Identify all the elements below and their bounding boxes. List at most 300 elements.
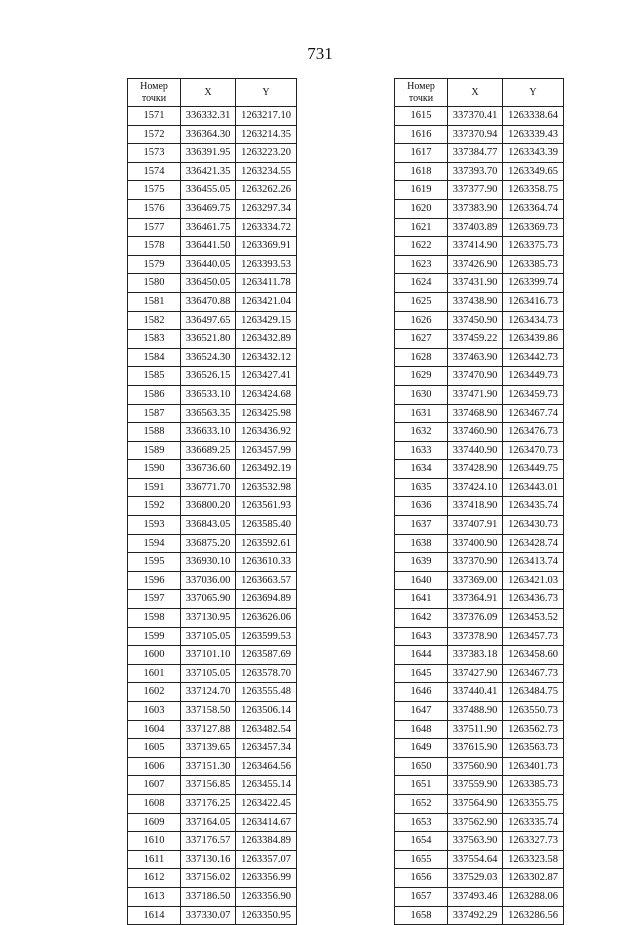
cell-point-number: 1629 [395,367,448,386]
cell-x: 337101.10 [181,646,236,665]
cell-y: 1263457.73 [503,627,564,646]
cell-y: 1263369.73 [503,218,564,237]
cell-x: 336332.31 [181,107,236,126]
table-row [128,590,297,609]
table-row [395,162,564,181]
cell-x: 337427.90 [448,664,503,683]
table-row [128,348,297,367]
cell-y: 1263234.55 [236,162,297,181]
cell-y: 1263432.89 [236,330,297,349]
cell-x: 337127.88 [181,720,236,739]
table-row [395,590,564,609]
cell-point-number: 1651 [395,776,448,795]
cell-point-number: 1631 [395,404,448,423]
table-row [128,869,297,888]
table-row [395,311,564,330]
cell-point-number: 1656 [395,869,448,888]
cell-point-number: 1648 [395,720,448,739]
table-row [395,348,564,367]
cell-point-number: 1655 [395,850,448,869]
cell-x: 337460.90 [448,423,503,442]
header-point-number-line1: Номер [140,80,168,92]
table-row [395,850,564,869]
cell-point-number: 1630 [395,385,448,404]
table-row [395,497,564,516]
table-row [395,181,564,200]
cell-x: 336455.05 [181,181,236,200]
cell-point-number: 1600 [128,646,181,665]
cell-x: 337407.91 [448,516,503,535]
cell-point-number: 1582 [128,311,181,330]
table-row [395,404,564,423]
cell-point-number: 1652 [395,794,448,813]
cell-x: 337124.70 [181,683,236,702]
cell-point-number: 1574 [128,162,181,181]
cell-x: 337615.90 [448,739,503,758]
cell-point-number: 1603 [128,702,181,721]
cell-point-number: 1658 [395,906,448,925]
cell-point-number: 1581 [128,292,181,311]
cell-point-number: 1604 [128,720,181,739]
cell-y: 1263482.54 [236,720,297,739]
cell-x: 337438.90 [448,292,503,311]
cell-y: 1263455.14 [236,776,297,795]
cell-x: 337414.90 [448,237,503,256]
cell-x: 337330.07 [181,906,236,925]
table-row [128,255,297,274]
cell-point-number: 1595 [128,553,181,572]
table-row [395,423,564,442]
table-row [128,107,297,126]
table-row [395,144,564,163]
table-row [128,497,297,516]
cell-y: 1263334.72 [236,218,297,237]
cell-x: 336450.05 [181,274,236,293]
cell-y: 1263694.89 [236,590,297,609]
cell-y: 1263436.92 [236,423,297,442]
cell-point-number: 1612 [128,869,181,888]
cell-x: 336469.75 [181,199,236,218]
cell-x: 337440.90 [448,441,503,460]
cell-point-number: 1645 [395,664,448,683]
cell-y: 1263427.41 [236,367,297,386]
cell-x: 337105.05 [181,664,236,683]
table-row [395,460,564,479]
table-row [395,367,564,386]
cell-y: 1263223.20 [236,144,297,163]
cell-y: 1263339.43 [503,125,564,144]
table-row [128,199,297,218]
cell-x: 337564.90 [448,794,503,813]
cell-point-number: 1638 [395,534,448,553]
cell-x: 336526.15 [181,367,236,386]
table-row [128,441,297,460]
cell-y: 1263453.52 [503,609,564,628]
cell-x: 337377.90 [448,181,503,200]
cell-y: 1263302.87 [503,869,564,888]
cell-point-number: 1588 [128,423,181,442]
cell-x: 337383.90 [448,199,503,218]
cell-x: 337471.90 [448,385,503,404]
cell-x: 337376.09 [448,609,503,628]
table-row [395,571,564,590]
cell-x: 337511.90 [448,720,503,739]
table-row [395,832,564,851]
cell-point-number: 1572 [128,125,181,144]
cell-x: 337156.85 [181,776,236,795]
table-row [395,702,564,721]
table-row [128,181,297,200]
cell-point-number: 1646 [395,683,448,702]
cell-y: 1263262.26 [236,181,297,200]
cell-y: 1263414.67 [236,813,297,832]
table-row [128,237,297,256]
cell-y: 1263470.73 [503,441,564,460]
cell-y: 1263411.78 [236,274,297,293]
cell-x: 337493.46 [448,887,503,906]
cell-point-number: 1617 [395,144,448,163]
cell-point-number: 1607 [128,776,181,795]
table-header [395,79,564,107]
cell-y: 1263626.06 [236,609,297,628]
cell-x: 337105.05 [181,627,236,646]
cell-point-number: 1606 [128,757,181,776]
cell-y: 1263428.74 [503,534,564,553]
cell-y: 1263355.75 [503,794,564,813]
page-number: 731 [307,44,333,63]
table-row [395,274,564,293]
cell-point-number: 1619 [395,181,448,200]
cell-x: 337492.29 [448,906,503,925]
cell-y: 1263430.73 [503,516,564,535]
table-row [128,423,297,442]
table-row [395,330,564,349]
cell-y: 1263467.74 [503,404,564,423]
cell-x: 337400.90 [448,534,503,553]
cell-x: 337554.64 [448,850,503,869]
cell-point-number: 1592 [128,497,181,516]
cell-x: 336875.20 [181,534,236,553]
cell-point-number: 1611 [128,850,181,869]
header-point-number-line2: точки [408,92,434,104]
cell-y: 1263297.34 [236,199,297,218]
table-row [395,125,564,144]
table-row [128,813,297,832]
cell-point-number: 1605 [128,739,181,758]
cell-point-number: 1593 [128,516,181,535]
cell-x: 337529.03 [448,869,503,888]
cell-point-number: 1624 [395,274,448,293]
cell-x: 337559.90 [448,776,503,795]
table-row [128,906,297,925]
cell-x: 337562.90 [448,813,503,832]
cell-x: 336930.10 [181,553,236,572]
cell-y: 1263555.48 [236,683,297,702]
cell-x: 337463.90 [448,348,503,367]
cell-x: 337176.57 [181,832,236,851]
table-row [128,683,297,702]
cell-x: 336470.88 [181,292,236,311]
cell-point-number: 1633 [395,441,448,460]
cell-x: 336533.10 [181,385,236,404]
cell-point-number: 1618 [395,162,448,181]
cell-x: 337065.90 [181,590,236,609]
cell-x: 336771.70 [181,478,236,497]
cell-x: 337440.41 [448,683,503,702]
cell-point-number: 1640 [395,571,448,590]
table-row [395,385,564,404]
cell-point-number: 1575 [128,181,181,200]
table-row [395,609,564,628]
table-row [128,330,297,349]
table-header [128,79,297,107]
cell-point-number: 1637 [395,516,448,535]
table-row [395,218,564,237]
cell-y: 1263343.39 [503,144,564,163]
table-row [128,144,297,163]
cell-x: 336563.35 [181,404,236,423]
header-x: X [448,79,503,107]
cell-y: 1263587.69 [236,646,297,665]
cell-point-number: 1641 [395,590,448,609]
cell-point-number: 1589 [128,441,181,460]
cell-y: 1263457.99 [236,441,297,460]
cell-x: 337459.22 [448,330,503,349]
cell-point-number: 1587 [128,404,181,423]
table-row [395,627,564,646]
cell-point-number: 1571 [128,107,181,126]
table-row [128,832,297,851]
cell-x: 337164.05 [181,813,236,832]
table-row [128,609,297,628]
cell-y: 1263464.56 [236,757,297,776]
table-row [395,794,564,813]
table-row [128,757,297,776]
cell-x: 336440.05 [181,255,236,274]
cell-point-number: 1654 [395,832,448,851]
cell-y: 1263592.61 [236,534,297,553]
cell-x: 337431.90 [448,274,503,293]
cell-point-number: 1598 [128,609,181,628]
table-body [395,107,564,925]
cell-point-number: 1584 [128,348,181,367]
cell-x: 336497.65 [181,311,236,330]
cell-y: 1263356.99 [236,869,297,888]
cell-x: 336421.35 [181,162,236,181]
table-row [395,739,564,758]
cell-point-number: 1635 [395,478,448,497]
table-row [128,646,297,665]
cell-point-number: 1583 [128,330,181,349]
cell-y: 1263357.07 [236,850,297,869]
table-row [128,162,297,181]
cell-y: 1263459.73 [503,385,564,404]
cell-point-number: 1649 [395,739,448,758]
header-x: X [181,79,236,107]
cell-point-number: 1578 [128,237,181,256]
cell-point-number: 1591 [128,478,181,497]
cell-point-number: 1613 [128,887,181,906]
header-point-number [128,79,181,107]
cell-x: 337470.90 [448,367,503,386]
cell-point-number: 1650 [395,757,448,776]
cell-x: 337364.91 [448,590,503,609]
cell-x: 337418.90 [448,497,503,516]
cell-y: 1263385.73 [503,776,564,795]
cell-y: 1263457.34 [236,739,297,758]
coordinates-table-left [127,78,297,925]
cell-x: 337151.30 [181,757,236,776]
cell-point-number: 1586 [128,385,181,404]
cell-y: 1263492.19 [236,460,297,479]
cell-point-number: 1576 [128,199,181,218]
table-row [128,516,297,535]
cell-y: 1263364.74 [503,199,564,218]
cell-x: 337468.90 [448,404,503,423]
cell-y: 1263375.73 [503,237,564,256]
table-row [128,311,297,330]
cell-point-number: 1596 [128,571,181,590]
cell-point-number: 1590 [128,460,181,479]
cell-x: 337176.25 [181,794,236,813]
cell-x: 336364.30 [181,125,236,144]
cell-point-number: 1573 [128,144,181,163]
cell-x: 337370.94 [448,125,503,144]
cell-point-number: 1620 [395,199,448,218]
cell-point-number: 1609 [128,813,181,832]
cell-x: 337403.89 [448,218,503,237]
cell-y: 1263416.73 [503,292,564,311]
header-y: Y [503,79,564,107]
cell-x: 336524.30 [181,348,236,367]
cell-point-number: 1599 [128,627,181,646]
cell-x: 337130.16 [181,850,236,869]
table-row [128,274,297,293]
cell-point-number: 1615 [395,107,448,126]
table-row [128,534,297,553]
cell-x: 337488.90 [448,702,503,721]
table-row [128,553,297,572]
table-row [128,367,297,386]
cell-x: 336441.50 [181,237,236,256]
cell-point-number: 1626 [395,311,448,330]
cell-y: 1263599.53 [236,627,297,646]
cell-y: 1263288.06 [503,887,564,906]
cell-point-number: 1594 [128,534,181,553]
table-row [128,776,297,795]
cell-y: 1263327.73 [503,832,564,851]
cell-point-number: 1616 [395,125,448,144]
cell-y: 1263422.45 [236,794,297,813]
table-row [395,776,564,795]
cell-point-number: 1657 [395,887,448,906]
table-row [395,292,564,311]
cell-x: 337369.00 [448,571,503,590]
table-row [395,534,564,553]
table-body [128,107,297,925]
cell-x: 337426.90 [448,255,503,274]
cell-y: 1263443.01 [503,478,564,497]
cell-x: 337383.18 [448,646,503,665]
cell-y: 1263421.04 [236,292,297,311]
cell-x: 337156.02 [181,869,236,888]
cell-y: 1263585.40 [236,516,297,535]
cell-point-number: 1636 [395,497,448,516]
cell-point-number: 1580 [128,274,181,293]
cell-x: 337036.00 [181,571,236,590]
cell-y: 1263349.65 [503,162,564,181]
cell-x: 336391.95 [181,144,236,163]
cell-x: 337186.50 [181,887,236,906]
table-row [395,757,564,776]
cell-y: 1263393.53 [236,255,297,274]
cell-y: 1263610.33 [236,553,297,572]
table-row [395,720,564,739]
cell-x: 337424.10 [448,478,503,497]
table-row [128,627,297,646]
table-row [395,813,564,832]
table-row [395,887,564,906]
cell-point-number: 1623 [395,255,448,274]
cell-y: 1263663.57 [236,571,297,590]
table-row [128,664,297,683]
cell-y: 1263369.91 [236,237,297,256]
cell-point-number: 1622 [395,237,448,256]
table-row [128,292,297,311]
header-point-number-line2: точки [141,92,167,104]
cell-y: 1263550.73 [503,702,564,721]
header-y: Y [236,79,297,107]
table-row [128,478,297,497]
cell-x: 336689.25 [181,441,236,460]
coordinates-table-right [394,78,564,925]
cell-x: 337450.90 [448,311,503,330]
cell-point-number: 1601 [128,664,181,683]
cell-y: 1263356.90 [236,887,297,906]
table-row [395,906,564,925]
header-point-number-line1: Номер [407,80,435,92]
table-row [128,218,297,237]
table-row [128,404,297,423]
cell-y: 1263286.56 [503,906,564,925]
cell-x: 337370.90 [448,553,503,572]
table-row [395,516,564,535]
cell-point-number: 1608 [128,794,181,813]
cell-y: 1263385.73 [503,255,564,274]
cell-point-number: 1642 [395,609,448,628]
table-row [395,441,564,460]
cell-y: 1263484.75 [503,683,564,702]
cell-x: 336736.60 [181,460,236,479]
cell-y: 1263562.73 [503,720,564,739]
cell-x: 336521.80 [181,330,236,349]
cell-x: 336843.05 [181,516,236,535]
cell-x: 336800.20 [181,497,236,516]
cell-x: 337130.95 [181,609,236,628]
table-row [128,702,297,721]
cell-y: 1263214.35 [236,125,297,144]
cell-point-number: 1644 [395,646,448,665]
cell-x: 336461.75 [181,218,236,237]
cell-point-number: 1579 [128,255,181,274]
table-row [128,385,297,404]
table-row [395,237,564,256]
table-row [395,107,564,126]
cell-point-number: 1585 [128,367,181,386]
cell-y: 1263335.74 [503,813,564,832]
cell-y: 1263432.12 [236,348,297,367]
cell-x: 337393.70 [448,162,503,181]
